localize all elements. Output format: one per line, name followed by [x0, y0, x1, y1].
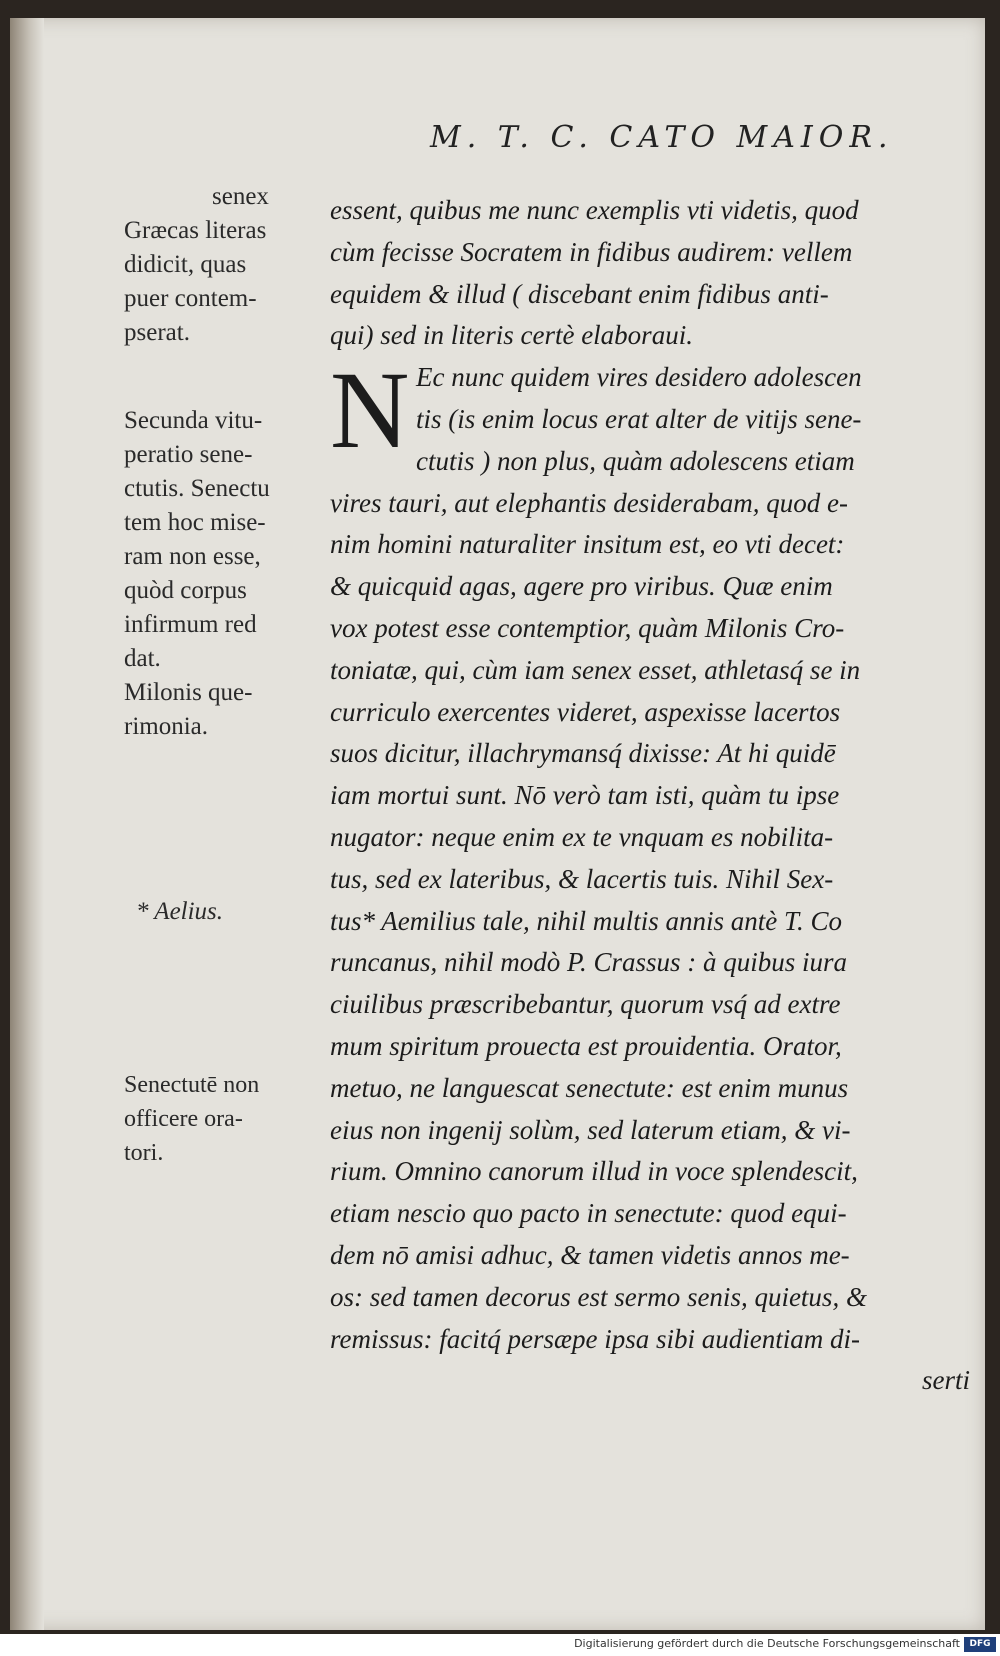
margin-line: Senectutē non — [124, 1072, 260, 1098]
margin-note-2 — [124, 404, 332, 744]
margin-note-1 — [124, 180, 332, 350]
text-line: remissus: facitq́ persæpe ipsa sibi audientiam di- — [330, 1323, 860, 1354]
text-line: tus* Aemilius tale, nihil multis annis antè T. Co — [330, 905, 843, 936]
margin-note-3 — [124, 895, 332, 929]
margin-line: ctutis. Senectu — [124, 475, 270, 502]
margin-line: quòd corpus — [124, 577, 247, 604]
margin-line: tori. — [124, 1140, 164, 1166]
text-line: nugator: neque enim ex te vnquam es nobilita- — [330, 821, 834, 852]
text-line: Ec nunc quidem vires desidero adolescen — [416, 362, 862, 393]
text-line: ctutis ) non plus, quàm adolescens etiam — [416, 445, 855, 476]
margin-line: peratio sene- — [124, 441, 253, 468]
margin-line: Milonis que- — [124, 679, 253, 706]
text-line: rium. Omnino canorum illud in voce splendescit, — [330, 1156, 858, 1187]
margin-line: puer contem- — [124, 285, 257, 312]
catchword: serti — [921, 1365, 970, 1396]
margin-line: didicit, quas — [124, 251, 247, 278]
margin-line: Græcas literas — [124, 217, 267, 244]
text-line: suos dicitur, illachrymansq́ dixisse: At hi quidē — [330, 738, 836, 769]
text-line: essent, quibus me nunc exemplis vti videtis, quod — [330, 195, 859, 225]
text-line: equidem & illud ( discebant enim fidibus anti- — [330, 278, 829, 309]
funding-note: Digitalisierung gefördert durch die Deutsche Forschungsgemeinschaft — [574, 1637, 960, 1650]
text-line: iam mortui sunt. Nō verò tam isti, quàm tu ipse — [330, 780, 840, 811]
margin-line: ram non esse, — [124, 543, 261, 570]
running-head: M. T. C. CATO MAIOR. — [430, 120, 894, 155]
text-line: tus, sed ex lateribus, & lacertis tuis. Nihil Sex- — [330, 863, 834, 894]
margin-line: pserat. — [124, 319, 190, 346]
text-line: vires tauri, aut elephantis desiderabam, quod e- — [330, 487, 848, 518]
text-line: cùm fecisse Socratem in fidibus audirem: vellem — [330, 236, 853, 267]
text-line: runcanus, nihil modò P. Crassus : à quibus iura — [330, 947, 848, 978]
drop-cap: N — [330, 349, 410, 471]
text-line: toniatæ, qui, cùm iam senex esset, athletasq́ se in — [330, 654, 861, 685]
margin-note-4 — [124, 1068, 324, 1170]
margin-line: senex — [212, 183, 269, 210]
text-line: mum spiritum prouecta est prouidentia. Orator, — [330, 1030, 842, 1061]
text-line: ciuilibus præscribebantur, quorum vsq́ ad extre — [330, 989, 841, 1020]
text-line: curriculo exercentes videret, aspexisse lacertos — [330, 696, 841, 727]
margin-line: officere ora- — [124, 1106, 243, 1132]
text-line: & quicquid agas, agere pro viribus. Quæ enim — [330, 571, 833, 602]
margin-line: Secunda vitu- — [124, 407, 263, 434]
footer-bar — [0, 1634, 1000, 1656]
text-line: qui) sed in literis certè elaboraui. — [330, 320, 693, 351]
text-line: tis (is enim locus erat alter de vitijs sene- — [416, 403, 862, 434]
text-line: os: sed tamen decorus est sermo senis, quietus, & — [330, 1281, 867, 1312]
page-spine-shadow — [10, 18, 44, 1630]
margin-line: * Aelius. — [136, 898, 224, 925]
main-text — [330, 190, 970, 1402]
margin-line: tem hoc mise- — [124, 509, 266, 536]
dfg-logo-icon: DFG — [964, 1637, 996, 1652]
text-line: nim homini naturaliter insitum est, eo vti decet: — [330, 529, 845, 560]
text-line: etiam nescio quo pacto in senectute: quod equi- — [330, 1198, 847, 1229]
margin-line: dat. — [124, 645, 161, 672]
text-line: eius non ingenij solùm, sed laterum etiam, & vi- — [330, 1114, 851, 1145]
text-line: metuo, ne languescat senectute: est enim munus — [330, 1072, 849, 1103]
text-line: vox potest esse contemptior, quàm Milonis Cro- — [330, 612, 845, 643]
text-line: dem nō amisi adhuc, & tamen videtis annos me- — [330, 1239, 850, 1270]
margin-line: rimonia. — [124, 713, 209, 740]
margin-line: infirmum red — [124, 611, 257, 638]
